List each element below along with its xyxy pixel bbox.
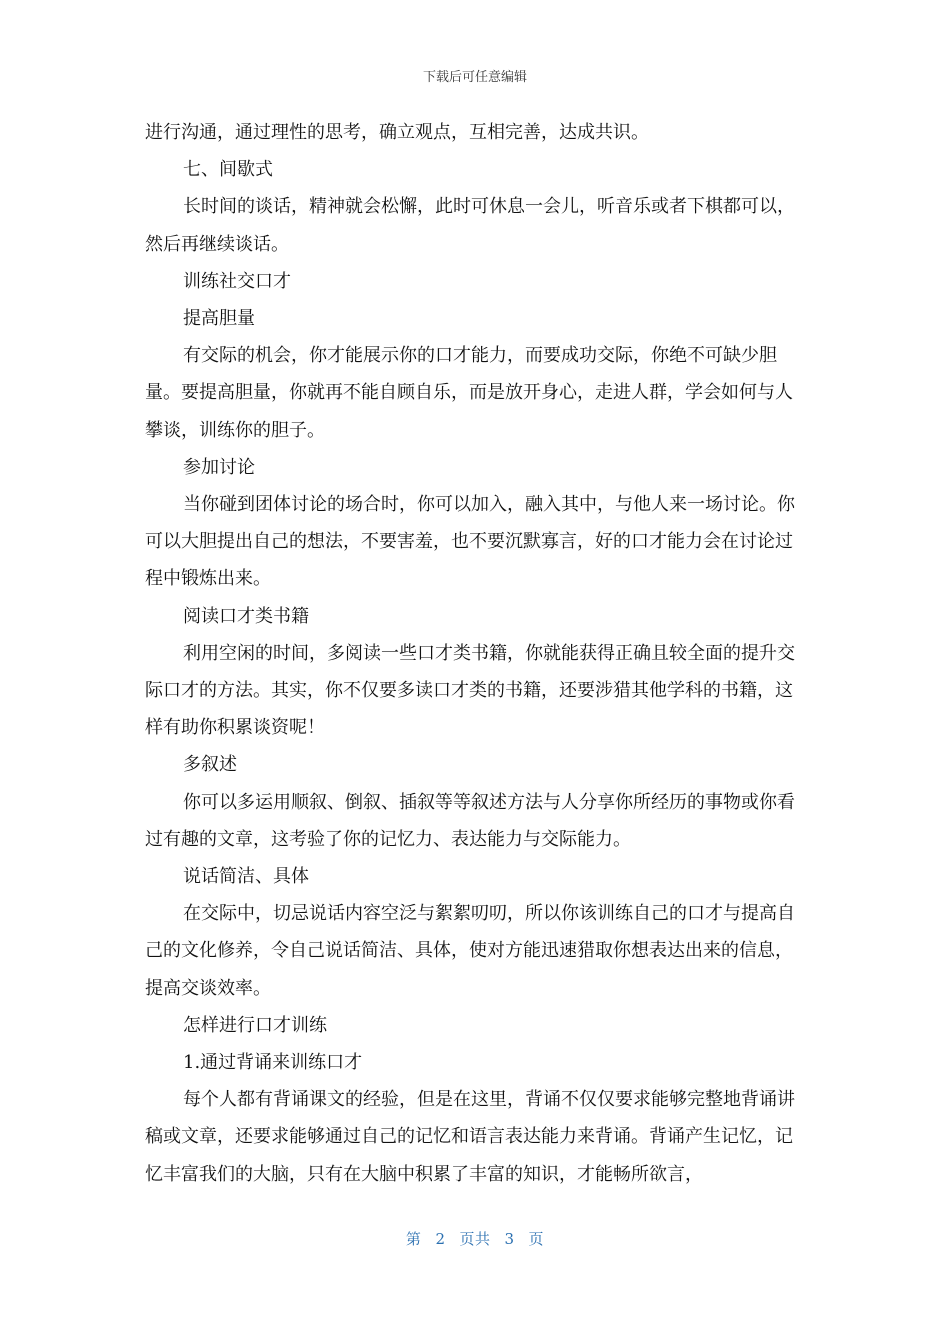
paragraph: 利用空闲的时间，多阅读一些口才类书籍，你就能获得正确且较全面的提升交际口才的方法。其实，你不仅要多读口才类的书籍，还要涉猎其他学科的书籍，这样有助你积累谈资呢！	[145, 642, 795, 739]
section-heading: 七、间歇式	[183, 159, 273, 181]
section-heading: 参加讨论	[183, 456, 255, 478]
section-heading: 多叙述	[183, 754, 237, 776]
paragraph: 在交际中，切忌说话内容空泛与絮絮叨叨，所以你该训练自己的口才与提高自己的文化修养，令自己说话简洁、具体，使对方能迅速猎取你想表达出来的信息，提高交谈效率。	[145, 903, 795, 999]
paragraph: 你可以多运用顺叙、倒叙、插叙等等叙述方法与人分享你所经历的事物或你看过有趣的文章，这考验了你的记忆力、表达能力与交际能力。	[145, 791, 795, 850]
page-label-post: 页	[528, 1230, 545, 1248]
page-label-pre: 第	[405, 1230, 422, 1248]
paragraph: 当你碰到团体讨论的场合时，你可以加入，融入其中，与他人来一场讨论。你可以大胆提出自己的想法，不要害羞，也不要沉默寡言，好的口才能力会在讨论过程中锻炼出来。	[145, 494, 795, 590]
section-heading: 1.通过背诵来训练口才	[183, 1052, 363, 1074]
page-total: 3	[504, 1230, 515, 1248]
page-label-mid: 页共	[459, 1230, 491, 1248]
section-heading: 阅读口才类书籍	[183, 605, 309, 627]
section-heading: 训练社交口才	[183, 270, 291, 292]
paragraph: 进行沟通，通过理性的思考，确立观点，互相完善，达成共识。	[145, 122, 649, 143]
paragraph: 长时间的谈话，精神就会松懈，此时可休息一会儿，听音乐或者下棋都可以，然后再继续谈话。	[145, 196, 795, 255]
section-heading: 说话简洁、具体	[183, 866, 309, 888]
section-heading: 怎样进行口才训练	[183, 1014, 327, 1036]
paragraph: 有交际的机会，你才能展示你的口才能力，而要成功交际，你绝不可缺少胆量。要提高胆量，你就再不能自顾自乐，而是放开身心，走进人群，学会如何与人攀谈，训练你的胆子。	[145, 345, 793, 441]
section-heading: 提高胆量	[183, 308, 255, 330]
page-header: 下载后可任意编辑	[422, 70, 527, 85]
page-current: 2	[435, 1230, 446, 1248]
paragraph: 每个人都有背诵课文的经验，但是在这里，背诵不仅仅要求能够完整地背诵讲稿或文章，还要求能够通过自己的记忆和语言表达能力来背诵。背诵产生记忆，记忆丰富我们的大脑，只有在大脑中积累了丰富的知识，才能畅所欲言，	[145, 1089, 795, 1185]
document-body	[145, 114, 810, 1193]
page-footer	[0, 1228, 950, 1249]
